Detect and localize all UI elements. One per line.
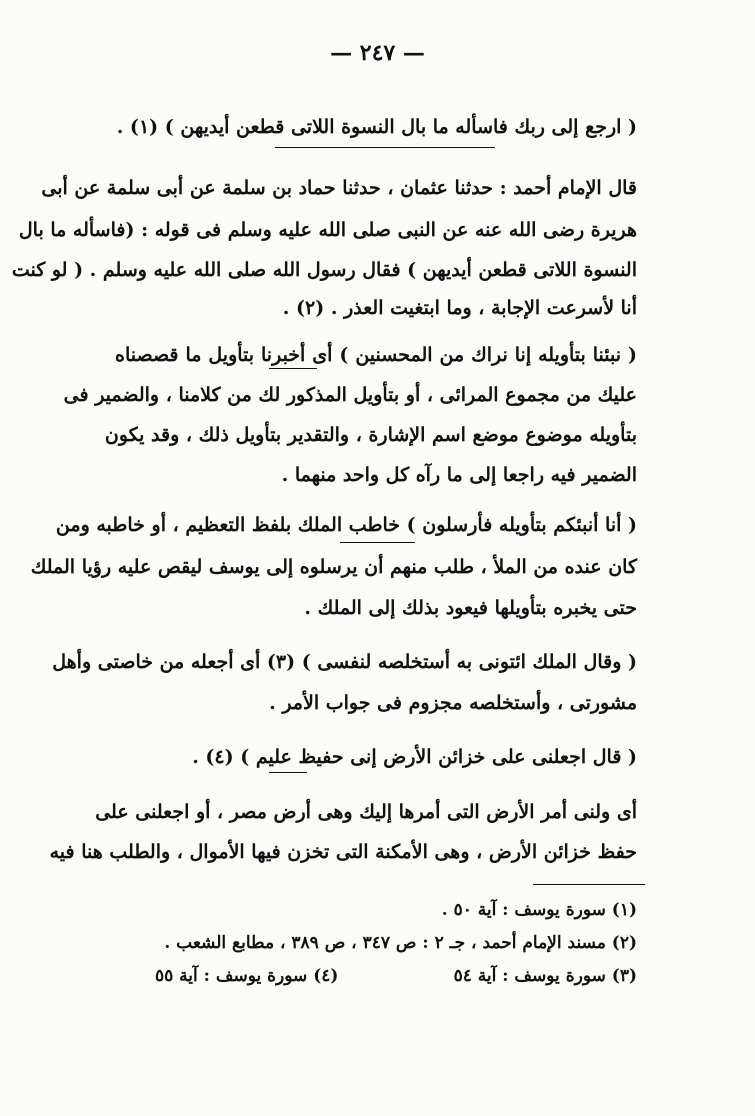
- page-number: — ٢٤٧ —: [330, 40, 425, 66]
- text-line: عليك من مجموع المرائى ، أو بتأويل المذكور لك من كلامنا ، والضمير فى: [63, 384, 637, 406]
- footnote-4: (٤) سورة يوسف : آية ٥٥: [155, 966, 339, 986]
- text-line: بتأويله موضوع موضع اسم الإشارة ، والتقدير بتأويل ذلك ، وقد يكون: [104, 424, 637, 446]
- text-line: ( أنا أنبئكم بتأويله فأرسلون ) خاطب الملك بلفظ التعظيم ، أو خاطبه ومن: [55, 514, 637, 536]
- text-line: أنا لأسرعت الإجابة ، وما ابتغيت العذر . (٢) .: [282, 297, 637, 319]
- text-line: قال الإمام أحمد : حدثنا عثمان ، حدثنا حماد بن سلمة عن أبى سلمة عن أبى: [41, 177, 637, 199]
- footnote-separator: [533, 884, 645, 885]
- footnote-2: (٢) مسند الإمام أحمد ، جـ ٢ : ص ٣٤٧ ، ص ٣٨٩ ، مطابع الشعب .: [164, 933, 637, 953]
- text-line: هريرة رضى الله عنه عن النبى صلى الله عليه وسلم فى قوله : (فاسأله ما بال: [18, 219, 637, 241]
- footnote-3: (٣) سورة يوسف : آية ٥٤: [453, 966, 637, 986]
- footnote-1: (١) سورة يوسف : آية ٥٠ .: [441, 900, 637, 920]
- text-line: كان عنده من الملأ ، طلب منهم أن يرسلوه إلى يوسف ليقص عليه رؤيا الملك: [30, 556, 637, 578]
- underline: [269, 368, 317, 369]
- text-line: ( نبئنا بتأويله إنا نراك من المحسنين ) أى أخبرنا بتأويل ما قصصناه: [115, 344, 637, 366]
- underline: [340, 542, 415, 543]
- text-line: حتى يخبره بتأويلها فيعود بذلك إلى الملك .: [304, 597, 637, 619]
- verse-line: ( ارجع إلى ربك فاسأله ما بال النسوة اللاتى قطعن أيديهن ) (١) .: [116, 116, 637, 138]
- text-line: الضمير فيه راجعا إلى ما رآه كل واحد منهما .: [281, 464, 637, 486]
- text-line: حفظ خزائن الأرض ، وهى الأمكنة التى تخزن فيها الأموال ، والطلب هنا فيه: [49, 841, 637, 863]
- verse-line: ( قال اجعلنى على خزائن الأرض إنى حفيظ عليم ) (٤) .: [192, 746, 637, 768]
- underline: [275, 147, 495, 148]
- text-line: ( وقال الملك ائتونى به أستخلصه لنفسى ) (٣) أى أجعله من خاصتى وأهل: [52, 651, 637, 673]
- underline: [269, 772, 307, 773]
- text-line: أى ولنى أمر الأرض التى أمرها إليك وهى أرض مصر ، أو اجعلنى على: [95, 801, 637, 823]
- text-line: مشورتى ، وأستخلصه مجزوم فى جواب الأمر .: [269, 692, 637, 714]
- text-line: النسوة اللاتى قطعن أيديهن ) فقال رسول الله صلى الله عليه وسلم . ( لو كنت: [11, 259, 637, 281]
